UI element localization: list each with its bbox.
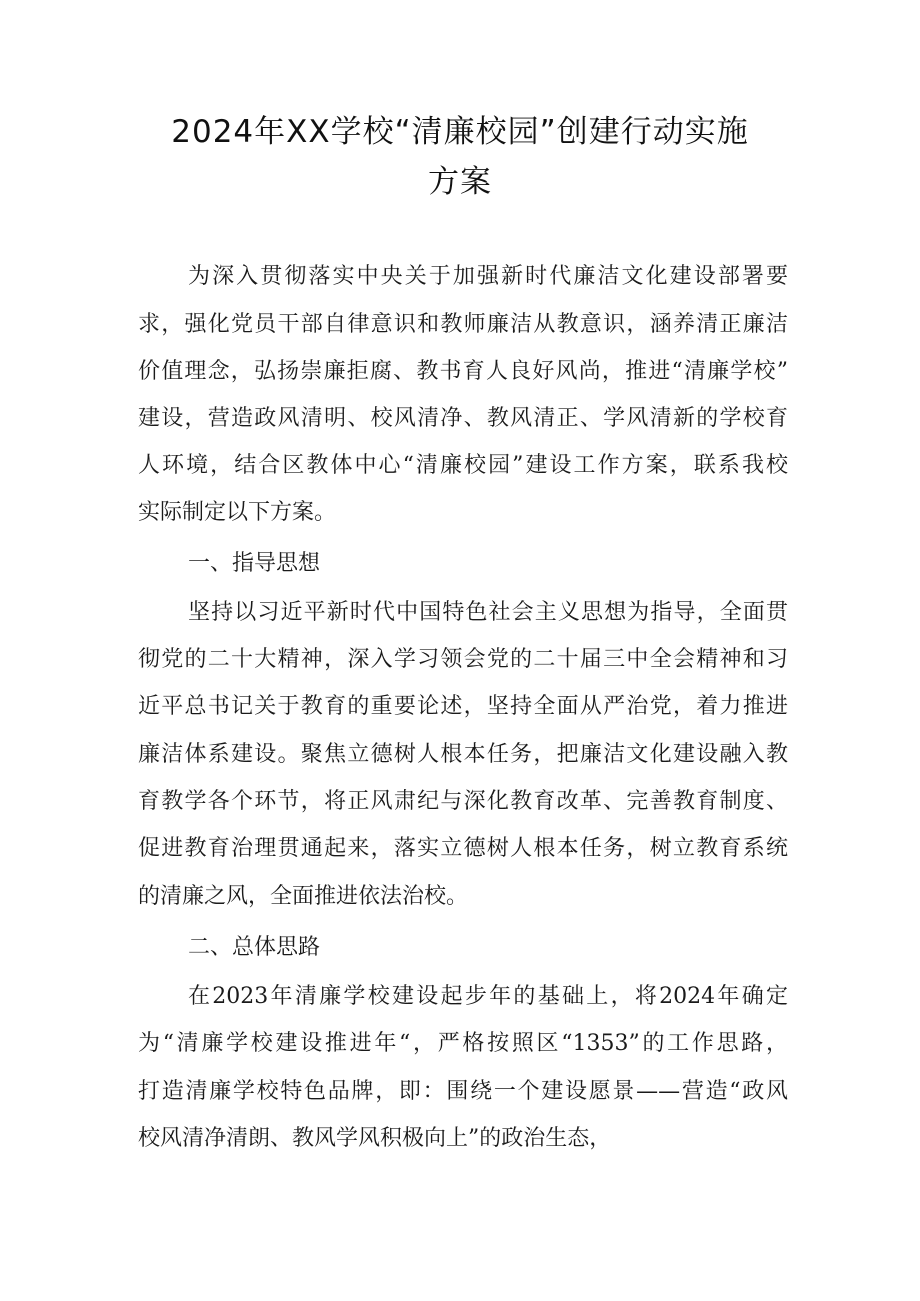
section1-line: 的清廉之风，全面推进依法治校。 [138, 884, 469, 909]
section1-line: 彻党的二十大精神，深入学习领会党的二十届三中全会精神和习 [138, 647, 788, 672]
section2-line: 打造清廉学校特色品牌，即：围绕一个建设愿景——营造“政风 [138, 1079, 788, 1104]
section1-line: 促进教育治理贯通起来，落实立德树人根本任务，树立教育系统 [138, 836, 788, 861]
section2-line: 在2023年清廉学校建设起步年的基础上，将2024年确定 [188, 984, 788, 1009]
document-title-line-1: 2024年XX学校“清廉校园”创建行动实施 [171, 114, 749, 150]
intro-line: 求，强化党员干部自律意识和教师廉洁从教意识，涵养清正廉洁 [138, 312, 788, 337]
section1-line: 育教学各个环节，将正风肃纪与深化教育改革、完善教育制度、 [138, 789, 788, 814]
section-heading-guiding-ideology: 一、指导思想 [188, 551, 321, 576]
section1-line: 坚持以习近平新时代中国特色社会主义思想为指导，全面贯 [188, 600, 788, 625]
section1-line: 近平总书记关于教育的重要论述，坚持全面从严治党，着力推进 [138, 694, 788, 719]
section2-line: 为“清廉学校建设推进年“，严格按照区“1353”的工作思路， [138, 1031, 788, 1056]
document-title-line-2: 方案 [428, 164, 492, 200]
intro-line: 价值理念，弘扬崇廉拒腐、教书育人良好风尚，推进“清廉学校” [138, 359, 788, 384]
intro-line: 为深入贯彻落实中央关于加强新时代廉洁文化建设部署要 [188, 264, 788, 289]
section1-line: 廉洁体系建设。聚焦立德树人根本任务，把廉洁文化建设融入教 [138, 742, 788, 767]
section2-line: 校风清净清朗、教风学风积极向上”的政治生态， [138, 1126, 612, 1151]
intro-line: 实际制定以下方案。 [138, 500, 337, 525]
intro-line: 建设，营造政风清明、校风清净、教风清正、学风清新的学校育 [138, 406, 788, 431]
intro-line: 人环境，结合区教体中心“清廉校园”建设工作方案，联系我校 [138, 453, 788, 478]
section-heading-overall-approach: 二、总体思路 [188, 935, 321, 960]
